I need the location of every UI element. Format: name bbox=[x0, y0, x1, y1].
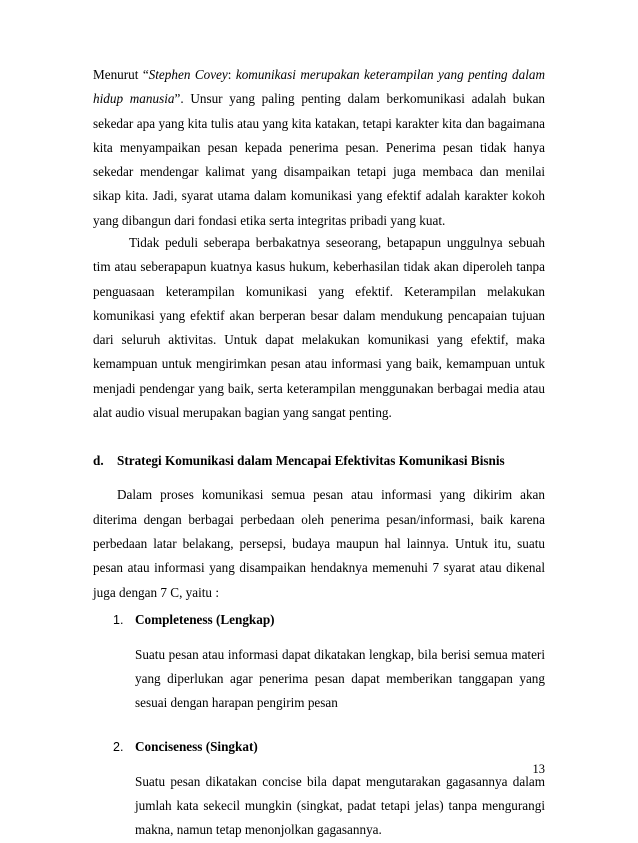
paragraph-covey-quote bbox=[93, 63, 546, 228]
page-number: 13 bbox=[532, 762, 545, 776]
section-title: Strategi Komunikasi dalam Mencapai Efektivitas Komunikasi Bisnis bbox=[117, 453, 505, 469]
paragraph-rest: ”. Unsur yang paling penting dalam berkomunikasi adalah bukan sekedar apa yang kita tulis atau yang kita katakan, tetapi karakter kita dan bagaimana kita menyampaikan pesan kepada penerima pesan. Penerima pesan tidak hanya sekedar mendengar kalimat yang disampaikan tetapi juga membaca dan menilai sikap kita. Jadi, syarat utama dalam komunikasi yang efektif adalah karakter kokoh yang dibangun dari fondasi etika serta integritas pribadi yang kuat. bbox=[93, 91, 546, 228]
list-item-heading bbox=[93, 609, 545, 631]
list-item-number: 1. bbox=[113, 612, 124, 627]
list-item-completeness bbox=[93, 609, 545, 716]
page-content bbox=[93, 63, 545, 843]
paragraph-intro: Menurut “ bbox=[93, 67, 149, 82]
section-letter: d. bbox=[93, 453, 104, 469]
paragraph-effective-communication: Tidak peduli seberapa berbakatnya seseorang, betapapun unggulnya sebuah tim atau seberapapun kuatnya kasus hukum, keberhasilan tidak akan diperoleh tanpa penguasaan keterampilan komunikasi yang efektif. Keterampilan melakukan komunikasi yang efektif akan berperan besar dalam mendukung pencapaian tujuan dari seluruh aktivitas. Untuk dapat melakukan komunikasi yang efektif, maka kemampuan untuk mengirimkan pesan atau informasi yang baik, kemampuan untuk menjadi pendengar yang baik, serta keterampilan menggunakan berbagai media atau alat audio visual merupakan bagian yang sangat penting. bbox=[93, 235, 545, 421]
quote-colon: : bbox=[227, 67, 236, 82]
list-item-title: Conciseness (Singkat) bbox=[135, 738, 258, 754]
list-item-title: Completeness (Lengkap) bbox=[135, 611, 275, 627]
quote-text: komunikasi merupakan keterampilan yang penting dalam hidup manusia bbox=[93, 67, 545, 107]
section-heading bbox=[93, 451, 545, 471]
list-item-heading bbox=[93, 736, 545, 758]
paragraph-7c-intro: Dalam proses komunikasi semua pesan atau informasi yang dikirim akan diterima dengan berbagai perbedaan oleh penerima pesan/informasi, baik karena perbedaan latar belakang, persepsi, budaya maupun hal lainnya. Untuk itu, suatu pesan atau informasi yang disampaikan hendaknya memenuhi 7 syarat atau dikenal juga dengan 7 C, yaitu : bbox=[93, 487, 545, 600]
quote-author: Stephen Covey bbox=[148, 67, 228, 82]
list-item-body: Suatu pesan dikatakan concise bila dapat mengutarakan gagasannya dalam jumlah kata sekecil mungkin (singkat, padat tetapi jelas) tanpa mengurangi makna, namun tetap menonjolkan gagasannya. bbox=[135, 773, 545, 838]
list-item-number: 2. bbox=[113, 739, 124, 754]
list-item-conciseness bbox=[93, 736, 545, 843]
list-item-body: Suatu pesan atau informasi dapat dikatakan lengkap, bila berisi semua materi yang diperlukan agar penerima pesan dapat memberikan tanggapan yang sesuai dengan harapan pengirim pesan bbox=[135, 646, 545, 711]
